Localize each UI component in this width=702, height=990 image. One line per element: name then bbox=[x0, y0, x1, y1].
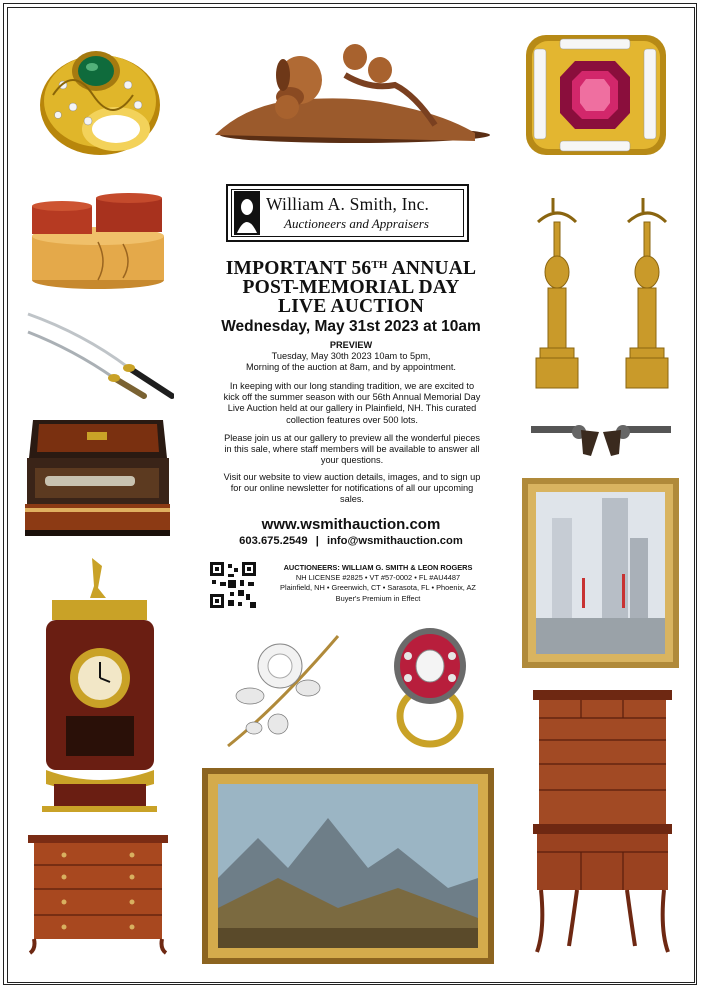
music-box-image bbox=[25, 418, 170, 538]
qr-code-icon[interactable] bbox=[210, 562, 256, 608]
preview-block bbox=[200, 340, 502, 374]
contact-separator: | bbox=[315, 535, 319, 547]
antique-pistols-image bbox=[527, 418, 677, 458]
license-line: NH LICENSE #2825 • VT #57-0002 • FL #AU4487 bbox=[295, 573, 461, 583]
body-paragraph-1: In keeping with our long standing tradition, we are excited to kick off the summer season with our 56th Annual Memorial Day Live Auction held at our gallery in Plainfield, NH. This curated collection features over 500 lots. bbox=[223, 381, 481, 425]
carved-dog-puppies-image bbox=[205, 35, 490, 145]
emerald-ring-image bbox=[28, 25, 170, 163]
japanese-swords-image bbox=[24, 310, 174, 402]
contact-line bbox=[200, 535, 502, 547]
auctioneer-info bbox=[262, 563, 494, 604]
phone-number[interactable]: 603.675.2549 bbox=[239, 535, 308, 547]
winter-city-painting-image bbox=[522, 478, 679, 668]
mountain-landscape-painting-image bbox=[202, 768, 494, 964]
headline-line1: IMPORTANT 56TH ANNUAL bbox=[225, 258, 477, 279]
company-tagline: Auctioneers and Appraisers bbox=[284, 216, 429, 231]
website-link[interactable]: www.wsmithauction.com bbox=[261, 516, 441, 533]
email-link[interactable]: info@wsmithauction.com bbox=[326, 535, 463, 547]
locations-line: Plainfield, NH • Greenwich, CT • Sarasota, FL • Phoenix, AZ bbox=[280, 583, 476, 593]
auctioneers-line: AUCTIONEERS: WILLIAM G. SMITH & LEON ROGERS bbox=[283, 563, 473, 572]
headline-line3: LIVE AUCTION bbox=[278, 296, 424, 317]
highboy-chest-image bbox=[531, 690, 674, 956]
preview-line1: Tuesday, May 30th 2023 10am to 5pm, bbox=[271, 351, 431, 362]
company-logo bbox=[226, 184, 469, 242]
ruby-diamond-ring-image bbox=[386, 626, 474, 748]
premium-line: Buyer's Premium in Effect bbox=[335, 593, 421, 603]
preview-line2: Morning of the auction at 8am, and by appointment. bbox=[246, 362, 456, 373]
diamond-brooch-image bbox=[218, 626, 346, 752]
ruby-ring-image bbox=[520, 25, 670, 165]
chest-of-drawers-image bbox=[28, 835, 168, 955]
body-paragraph-3: Visit our website to view auction details, images, and to sign up for our online newsletter for notifications of all our upcoming sales. bbox=[223, 472, 481, 505]
silhouette-portrait-icon bbox=[234, 191, 260, 235]
gilt-candelabra-image bbox=[528, 192, 678, 392]
headline bbox=[200, 259, 502, 316]
auction-date: Wednesday, May 31st 2023 at 10am bbox=[221, 318, 481, 335]
shaker-boxes-image bbox=[28, 192, 168, 290]
company-name: William A. Smith, Inc. bbox=[266, 194, 430, 214]
preview-title: PREVIEW bbox=[329, 340, 373, 350]
headline-line2: POST-MEMORIAL DAY bbox=[242, 277, 460, 298]
bracket-clock-image bbox=[32, 556, 167, 814]
body-paragraph-2: Please join us at our gallery to preview all the wonderful pieces in this sale, where staff members will be available to answer all your questions. bbox=[224, 433, 480, 466]
